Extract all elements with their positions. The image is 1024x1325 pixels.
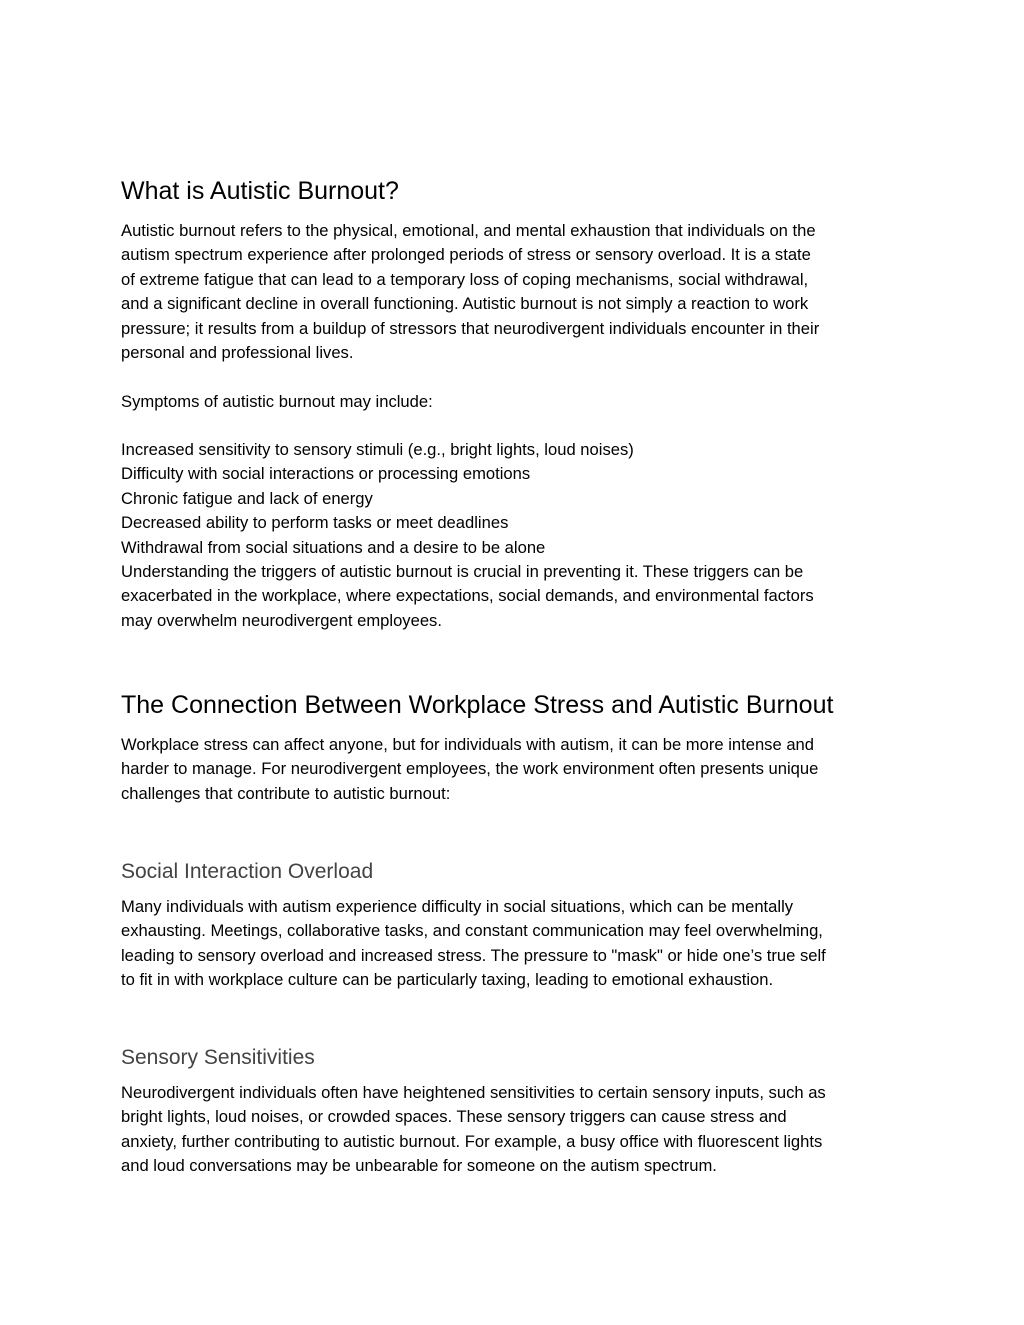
text-line: may overwhelm neurodivergent employees. [121,610,442,630]
paragraph-symptoms-lead: Symptoms of autistic burnout may include: [121,392,433,411]
text-line: Many individuals with autism experience difficulty in social situations, which can be mentally [121,897,794,916]
heading-what-is-autistic-burnout: What is Autistic Burnout? [121,177,399,205]
list-item: Chronic fatigue and lack of energy [121,488,373,508]
text-line: Neurodivergent individuals often have heightened sensitivities to certain sensory inputs, such as [121,1083,826,1102]
list-item: Decreased ability to perform tasks or meet deadlines [121,513,509,533]
paragraph-sensory [121,1081,826,1179]
text-line: Workplace stress can affect anyone, but for individuals with autism, it can be more intense and [121,735,814,754]
paragraph-triggers [121,560,814,633]
text-line: and loud conversations may be unbearable for someone on the autism spectrum. [121,1156,717,1176]
paragraph-intro [121,219,819,365]
text-line: harder to manage. For neurodivergent employees, the work environment often presents unique [121,759,819,779]
text-line: exacerbated in the workplace, where expectations, social demands, and environmental factors [121,586,814,606]
text-line: and a significant decline in overall functioning. Autistic burnout is not simply a reaction to work [121,294,809,314]
text-line: Autistic burnout refers to the physical, emotional, and mental exhaustion that individuals on the [121,221,816,240]
paragraph-social [121,895,826,993]
list-item: Increased sensitivity to sensory stimuli (e.g., bright lights, loud noises) [121,440,634,459]
text-line: autism spectrum experience after prolonged periods of stress or sensory overload. It is a state [121,245,811,265]
text-line: exhausting. Meetings, collaborative tasks, and constant communication may feel overwhelming, [121,921,823,941]
paragraph-connection [121,733,818,806]
heading-social-interaction-overload: Social Interaction Overload [121,860,374,883]
text-line: of extreme fatigue that can lead to a temporary loss of coping mechanisms, social withdrawal, [121,269,809,289]
text-line: challenges that contribute to autistic burnout: [121,783,451,803]
text-line: personal and professional lives. [121,343,354,363]
list-item: Difficulty with social interactions or processing emotions [121,464,531,484]
text-line: anxiety, further contributing to autistic burnout. For example, a busy office with fluorescent lights [121,1131,823,1151]
list-item: Withdrawal from social situations and a desire to be alone [121,537,546,557]
text-line: to fit in with workplace culture can be particularly taxing, leading to emotional exhaustion. [121,970,774,990]
text-line: leading to sensory overload and increased stress. The pressure to "mask" or hide one’s true self [121,945,826,965]
text-line: Understanding the triggers of autistic burnout is crucial in preventing it. These triggers can be [121,562,804,581]
heading-connection: The Connection Between Workplace Stress and Autistic Burnout [121,691,834,719]
heading-sensory-sensitivities: Sensory Sensitivities [121,1046,315,1069]
text-line: bright lights, loud noises, or crowded spaces. These sensory triggers can cause stress and [121,1107,787,1127]
symptoms-list [121,438,634,560]
text-line: pressure; it results from a buildup of stressors that neurodivergent individuals encounter in their [121,318,820,338]
